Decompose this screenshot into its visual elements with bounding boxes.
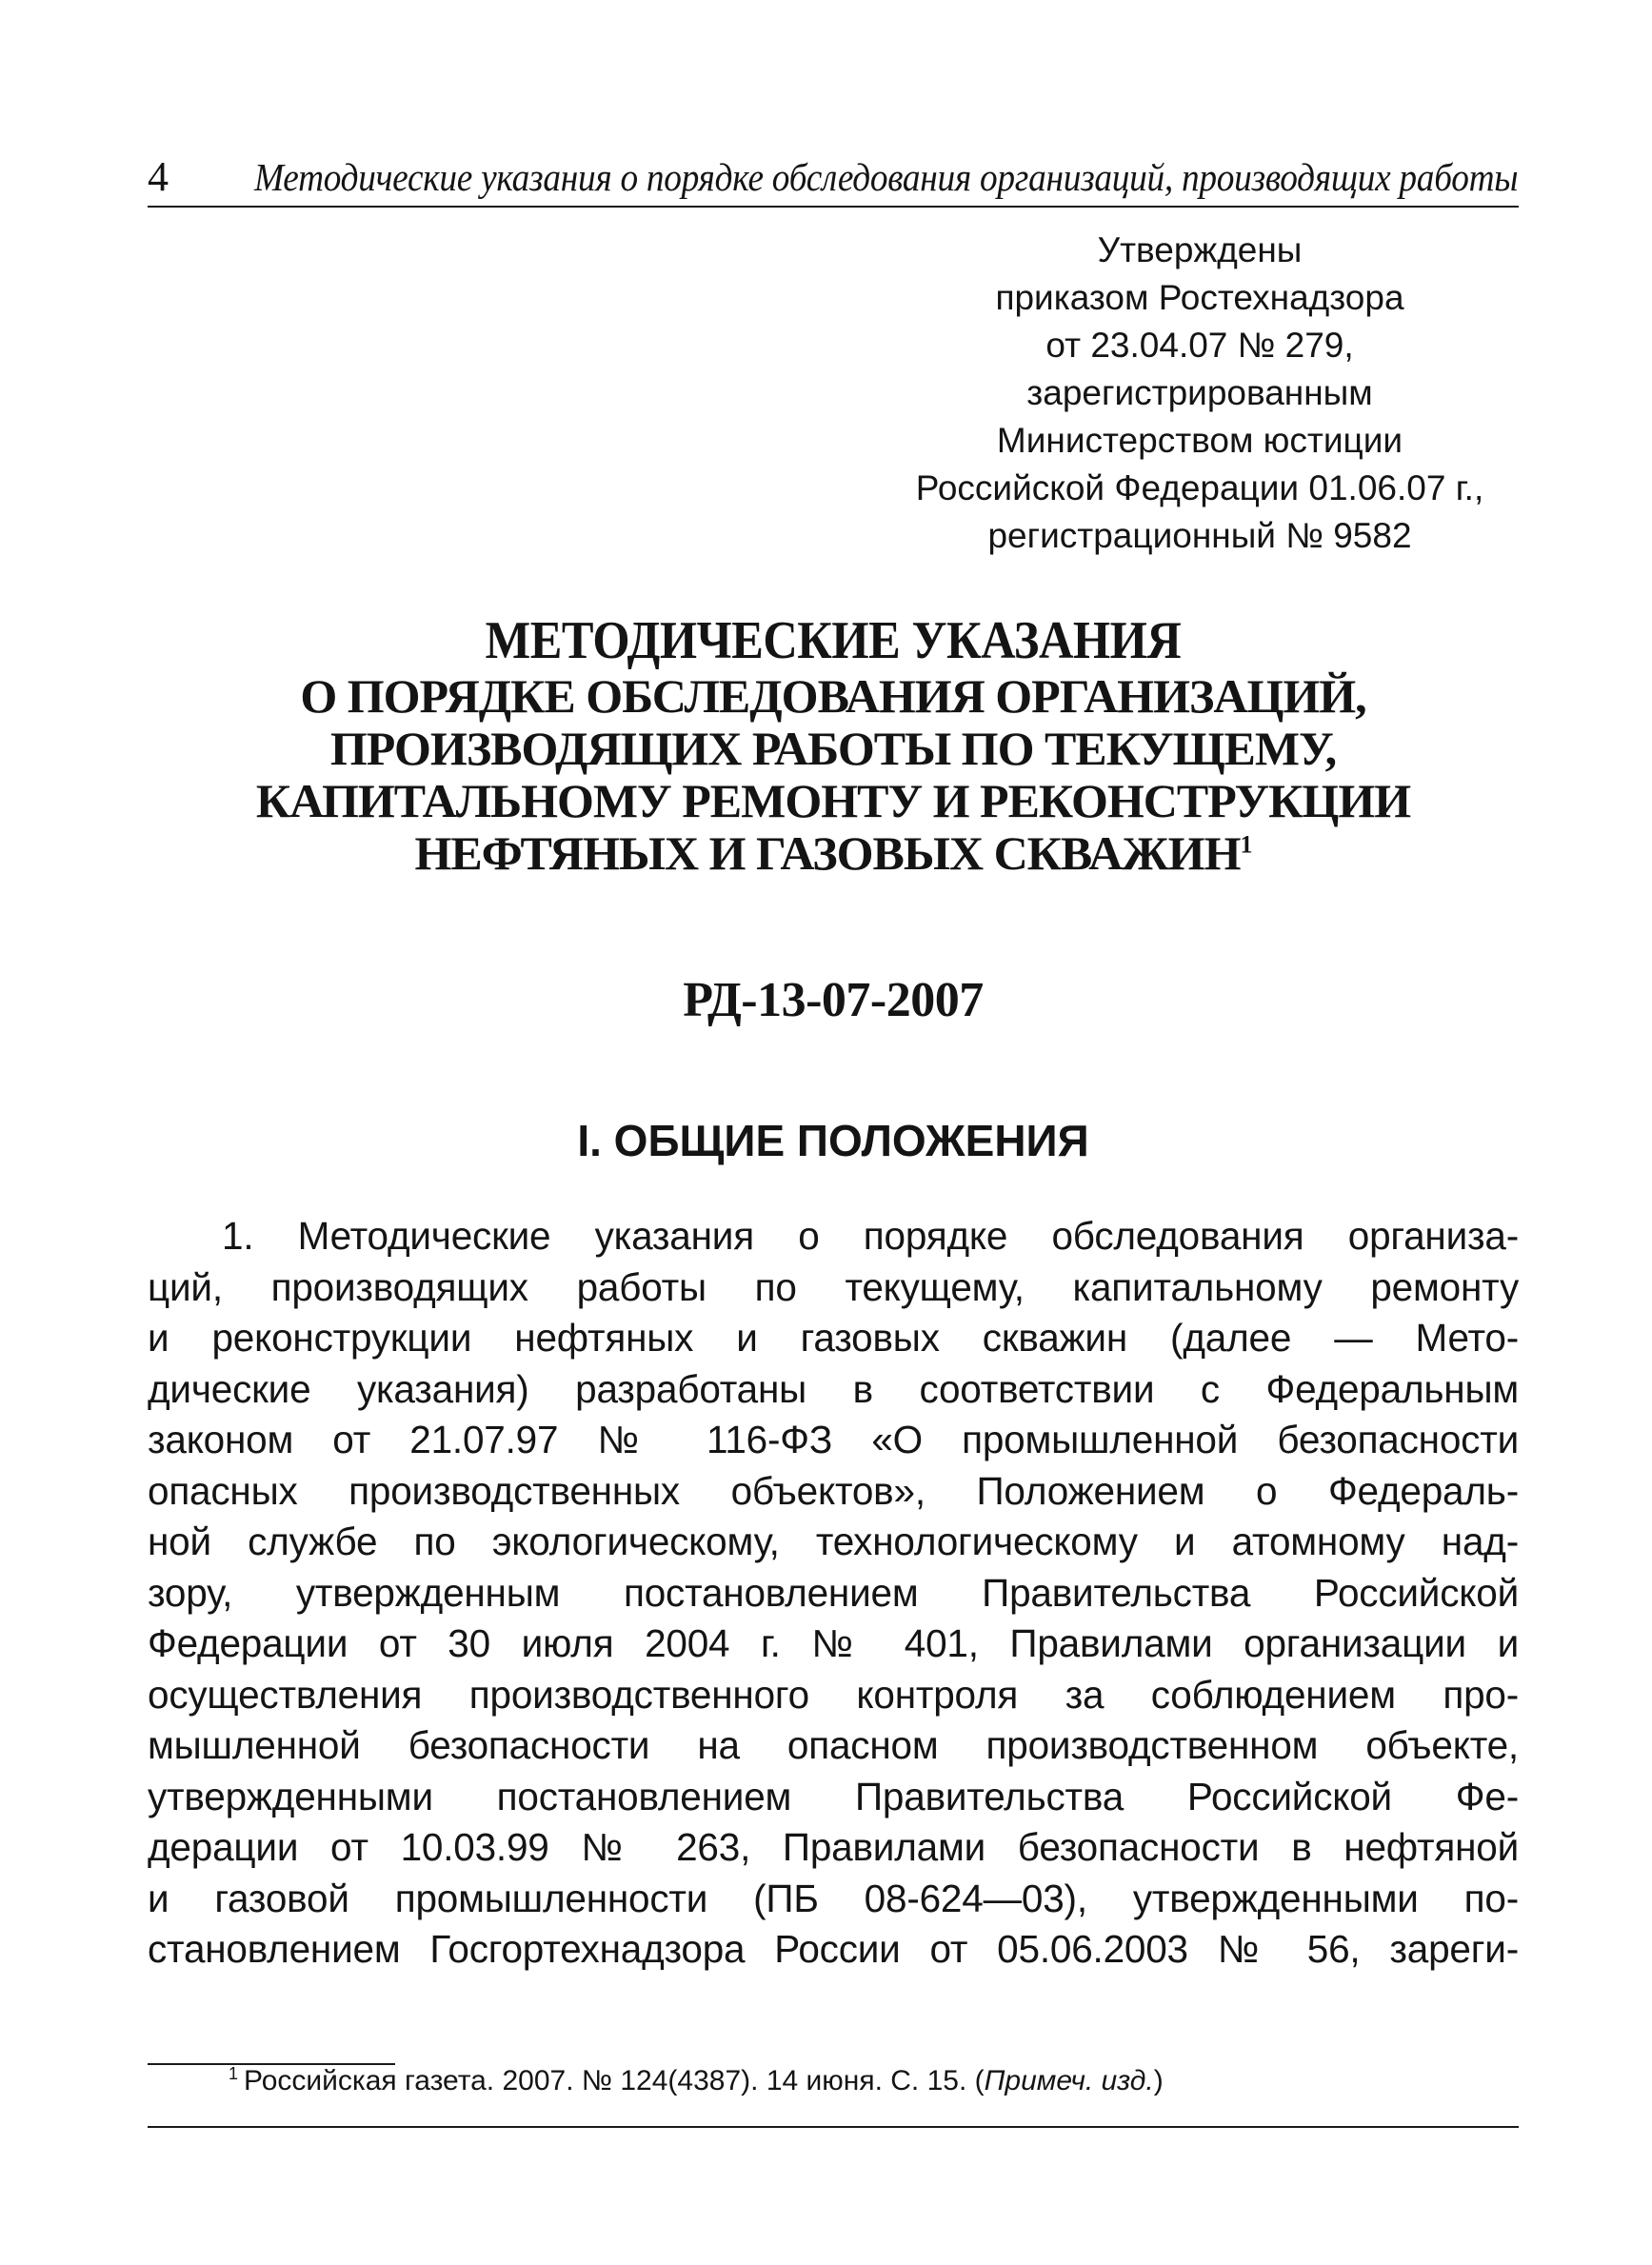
- body-line: осуществления производственного контроля за соблюдением про-: [148, 1672, 1519, 1717]
- approval-line: Утверждены: [1097, 230, 1303, 269]
- section-heading: I. ОБЩИЕ ПОЛОЖЕНИЯ: [577, 1116, 1089, 1165]
- approval-line: Министерством юстиции: [996, 421, 1403, 460]
- approval-line: зарегистрированным: [1026, 373, 1373, 412]
- approval-line: от 23.04.07 № 279,: [1045, 326, 1354, 365]
- document-title: [148, 611, 1519, 880]
- body-line: и реконструкции нефтяных и газовых скважин (далее — Мето-: [148, 1316, 1519, 1360]
- running-header: [148, 152, 1519, 209]
- header-rule: [148, 206, 1519, 208]
- title-main: МЕТОДИЧЕСКИЕ УКАЗАНИЯ: [485, 611, 1182, 670]
- approval-line: регистрационный № 9582: [987, 516, 1412, 555]
- footnote-text: Российская газета. 2007. № 124(4387). 14 июня. С. 15. (: [244, 2065, 985, 2096]
- body-line: и газовой промышленности (ПБ 08-624—03), утвержденными по-: [148, 1876, 1519, 1920]
- bottom-rule: [148, 2126, 1519, 2128]
- body-line: ной службе по экологическому, технологическому и атомному над-: [148, 1520, 1519, 1563]
- title-line: КАПИТАЛЬНОМУ РЕМОНТУ И РЕКОНСТРУКЦИИ: [255, 774, 1411, 827]
- title-line: О ПОРЯДКЕ ОБСЛЕДОВАНИЯ ОРГАНИЗАЦИЙ,: [300, 669, 1366, 723]
- body-line: становлением Госгортехнадзора России от 05.06.2003 № 56, зареги-: [148, 1927, 1519, 1971]
- body-line: ций, производящих работы по текущему, капитальному ремонту: [148, 1264, 1519, 1309]
- body-line: дерации от 10.03.99 № 263, Правилами безопасности в нефтяной: [148, 1825, 1519, 1869]
- title-line-last: [148, 827, 1519, 880]
- body-line: опасных производственных объектов», Положением о Федераль-: [148, 1468, 1519, 1513]
- footnote-mark: 1: [229, 2064, 239, 2083]
- body-line: законом от 21.07.97 № 116-ФЗ «О промышленной безопасности: [148, 1418, 1519, 1461]
- title-line-text: НЕФТЯНЫХ И ГАЗОВЫХ СКВАЖИН: [414, 826, 1241, 880]
- running-title: Методические указания о порядке обследования организаций, производящих работы: [254, 155, 1519, 199]
- footnote-close: ): [1153, 2065, 1164, 2096]
- footnote: [229, 2060, 1466, 2102]
- document-code: РД-13-07-2007: [683, 973, 984, 1027]
- footnote-reference: 1: [1240, 830, 1252, 859]
- title-line: ПРОИЗВОДЯЩИХ РАБОТЫ ПО ТЕКУЩЕМУ,: [329, 722, 1337, 775]
- body-line: утвержденными постановлением Правительства Российской Фе-: [148, 1774, 1519, 1818]
- body-line: дические указания) разработаны в соответствии с Федеральным: [148, 1366, 1519, 1411]
- approval-line: приказом Ростехнадзора: [995, 278, 1404, 317]
- page-number: 4: [148, 153, 169, 200]
- body-paragraph: [148, 1211, 1519, 1976]
- body-line: Федерации от 30 июля 2004 г. № 401, Правилами организации и: [148, 1621, 1519, 1665]
- body-line: зору, утвержденным постановлением Правительства Российской: [148, 1570, 1519, 1615]
- body-line: мышленной безопасности на опасном производственном объекте,: [148, 1723, 1519, 1767]
- approval-line: Российской Федерации 01.06.07 г.,: [915, 468, 1484, 507]
- approval-block: [857, 227, 1543, 560]
- body-line: 1. Методические указания о порядке обследования организа-: [222, 1214, 1519, 1258]
- footnote-editor-note: Примеч. изд.: [984, 2065, 1154, 2096]
